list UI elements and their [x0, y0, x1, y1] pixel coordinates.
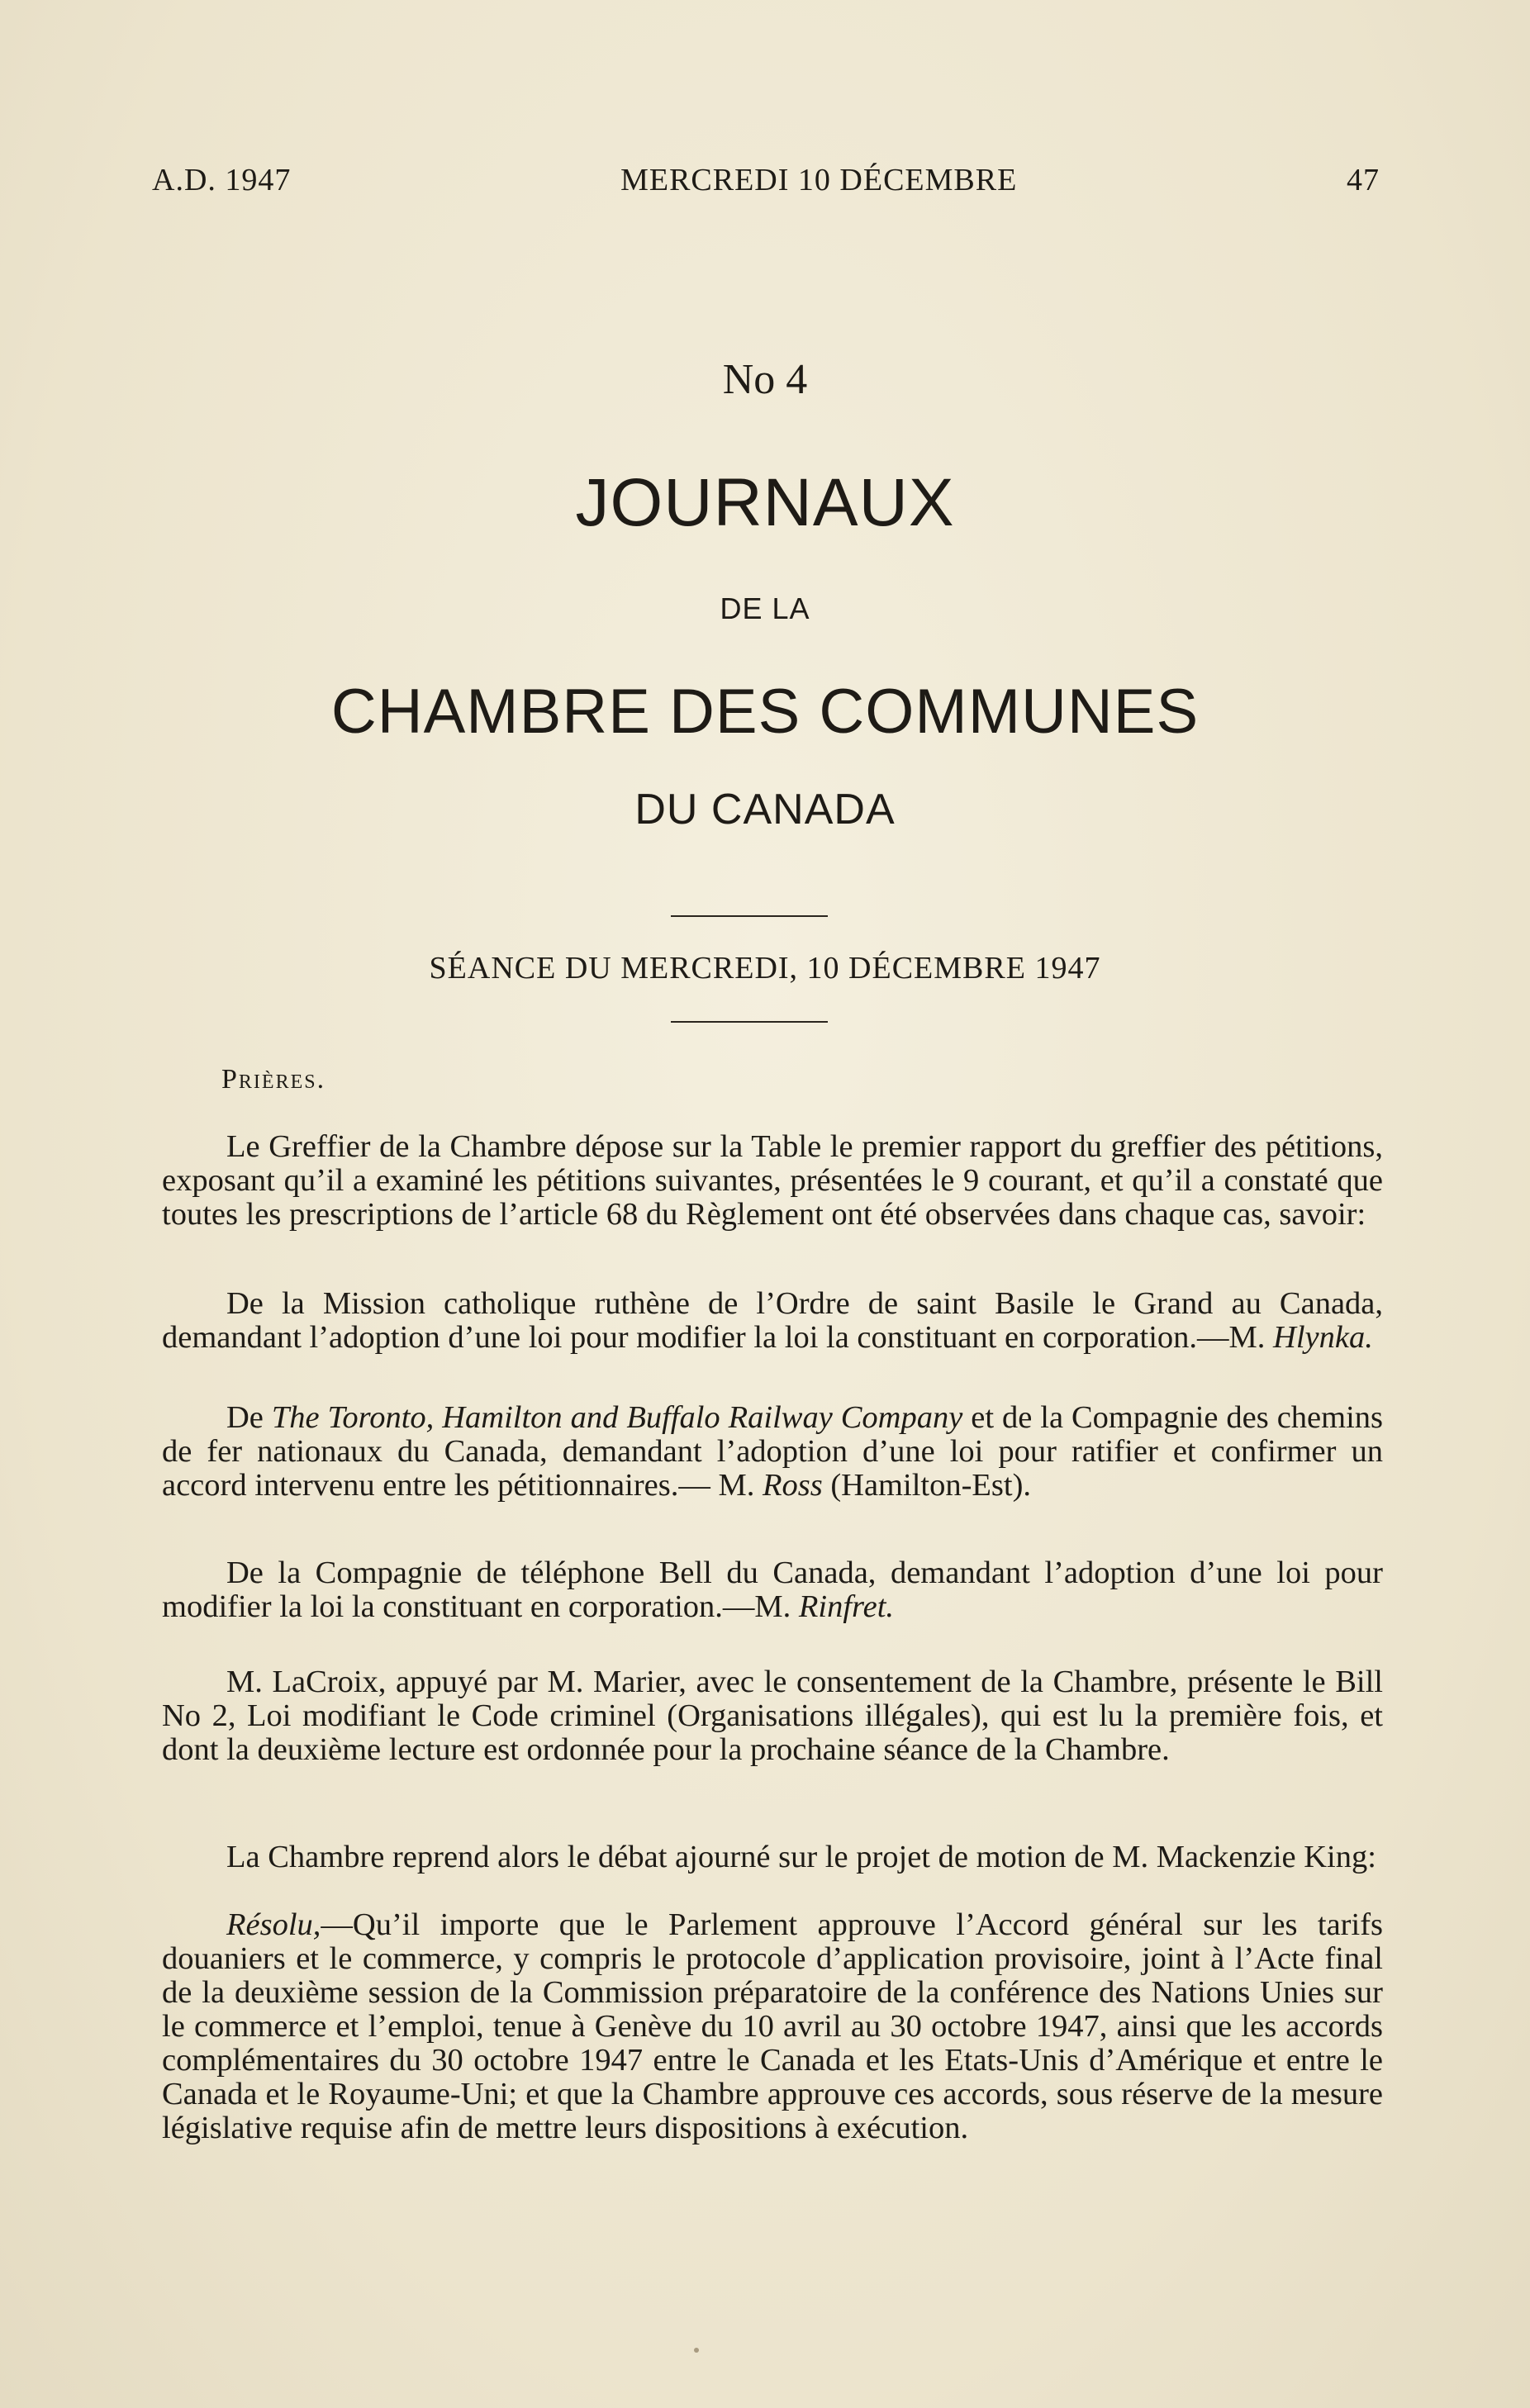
paragraph-text [162, 1287, 1383, 1355]
prieres-label: Prières. [221, 1064, 326, 1095]
paragraph-debat [162, 1840, 1383, 1874]
member-name: Ross [762, 1468, 823, 1503]
paragraph-text: La Chambre reprend alors le débat ajourné sur le projet de motion de M. Mackenzie King: [226, 1840, 1376, 1874]
petition-pre: De [226, 1400, 272, 1435]
petition-text: De la Mission catholique ruthène de l’Ordre de saint Basile le Grand au Canada, demandant l’adoption d’une loi pour modifier la loi la constituant en corporation.—M. [162, 1286, 1383, 1355]
paragraph-text [162, 1556, 1383, 1624]
petition-text: et de la Compagnie des chemins de fer nationaux du Canada, demandant l’adoption d’une loi pour ratifier et confirmer un accord intervenu entre les pétitionnaires.— M. [162, 1400, 1383, 1503]
resolu-label: Résolu, [226, 1907, 321, 1942]
header-date: MERCREDI 10 DÉCEMBRE [620, 163, 1018, 197]
paragraph-petition-railway [162, 1401, 1383, 1503]
divider-bottom [671, 1021, 828, 1023]
paragraph-resolu [162, 1908, 1383, 2145]
paragraph-greffier [162, 1130, 1383, 1232]
seance-heading: SÉANCE DU MERCREDI, 10 DÉCEMBRE 1947 [429, 951, 1101, 986]
petition-text: De la Compagnie de téléphone Bell du Canada, demandant l’adoption d’une loi pour modifier la loi la constituant en corporation.—M. [162, 1555, 1383, 1624]
company-name: The Toronto, Hamilton and Buffalo Railway Company [271, 1400, 963, 1435]
journal-title: JOURNAUX [575, 465, 955, 540]
petition-post: (Hamilton-Est). [822, 1468, 1032, 1503]
paper-speck [694, 2348, 699, 2353]
member-name: Hlynka. [1273, 1320, 1373, 1355]
page-number: 47 [1346, 163, 1380, 197]
paragraph-text: M. LaCroix, appuyé par M. Marier, avec le consentement de la Chambre, présente le Bill No 2, Loi modifiant le Code criminel (Organisations illégales), qui est lu la première fois, et dont la deuxième lecture est ordonnée pour la prochaine séance de la Chambre. [162, 1665, 1383, 1767]
header-year: A.D. 1947 [152, 163, 292, 197]
paragraph-petition-bell [162, 1556, 1383, 1624]
resolution-text: —Qu’il importe que le Parlement approuve l’Accord général sur les tarifs douaniers et le commerce, y compris le protocole d’application provisoire, joint à l’Acte final de la deuxième session de la Commission préparatoire de la conférence des Nations Unies sur le commerce et l’emploi, tenue à Genève du 10 avril au 30 octobre 1947, ainsi que les accords complémentaires du 30 octobre 1947 entre le Canada et les Etats-Unis d’Amérique et entre le Canada et le Royaume-Uni; et que la Chambre approuve ces accords, sous réserve de la mesure législative requise afin de mettre leurs dispositions à exécution. [162, 1907, 1383, 2145]
running-head [152, 162, 1380, 198]
paragraph-bill [162, 1665, 1383, 1767]
title-chambre: CHAMBRE DES COMMUNES [330, 677, 1200, 747]
paragraph-text: Le Greffier de la Chambre dépose sur la Table le premier rapport du greffier des pétitions, exposant qu’il a examiné les pétitions suivantes, présentées le 9 courant, et qu’il a constaté que toutes les prescriptions de l’article 68 du Règlement ont été observées dans chaque cas, savoir: [162, 1129, 1383, 1232]
paragraph-text [162, 1908, 1383, 2145]
issue-number: No 4 [722, 356, 808, 403]
member-name: Rinfret. [798, 1589, 895, 1624]
title-du-canada: DU CANADA [634, 786, 896, 834]
paragraph-text [162, 1401, 1383, 1503]
divider-top [671, 915, 828, 917]
title-de-la: DE LA [720, 591, 810, 625]
paragraph-petition-mission [162, 1287, 1383, 1355]
